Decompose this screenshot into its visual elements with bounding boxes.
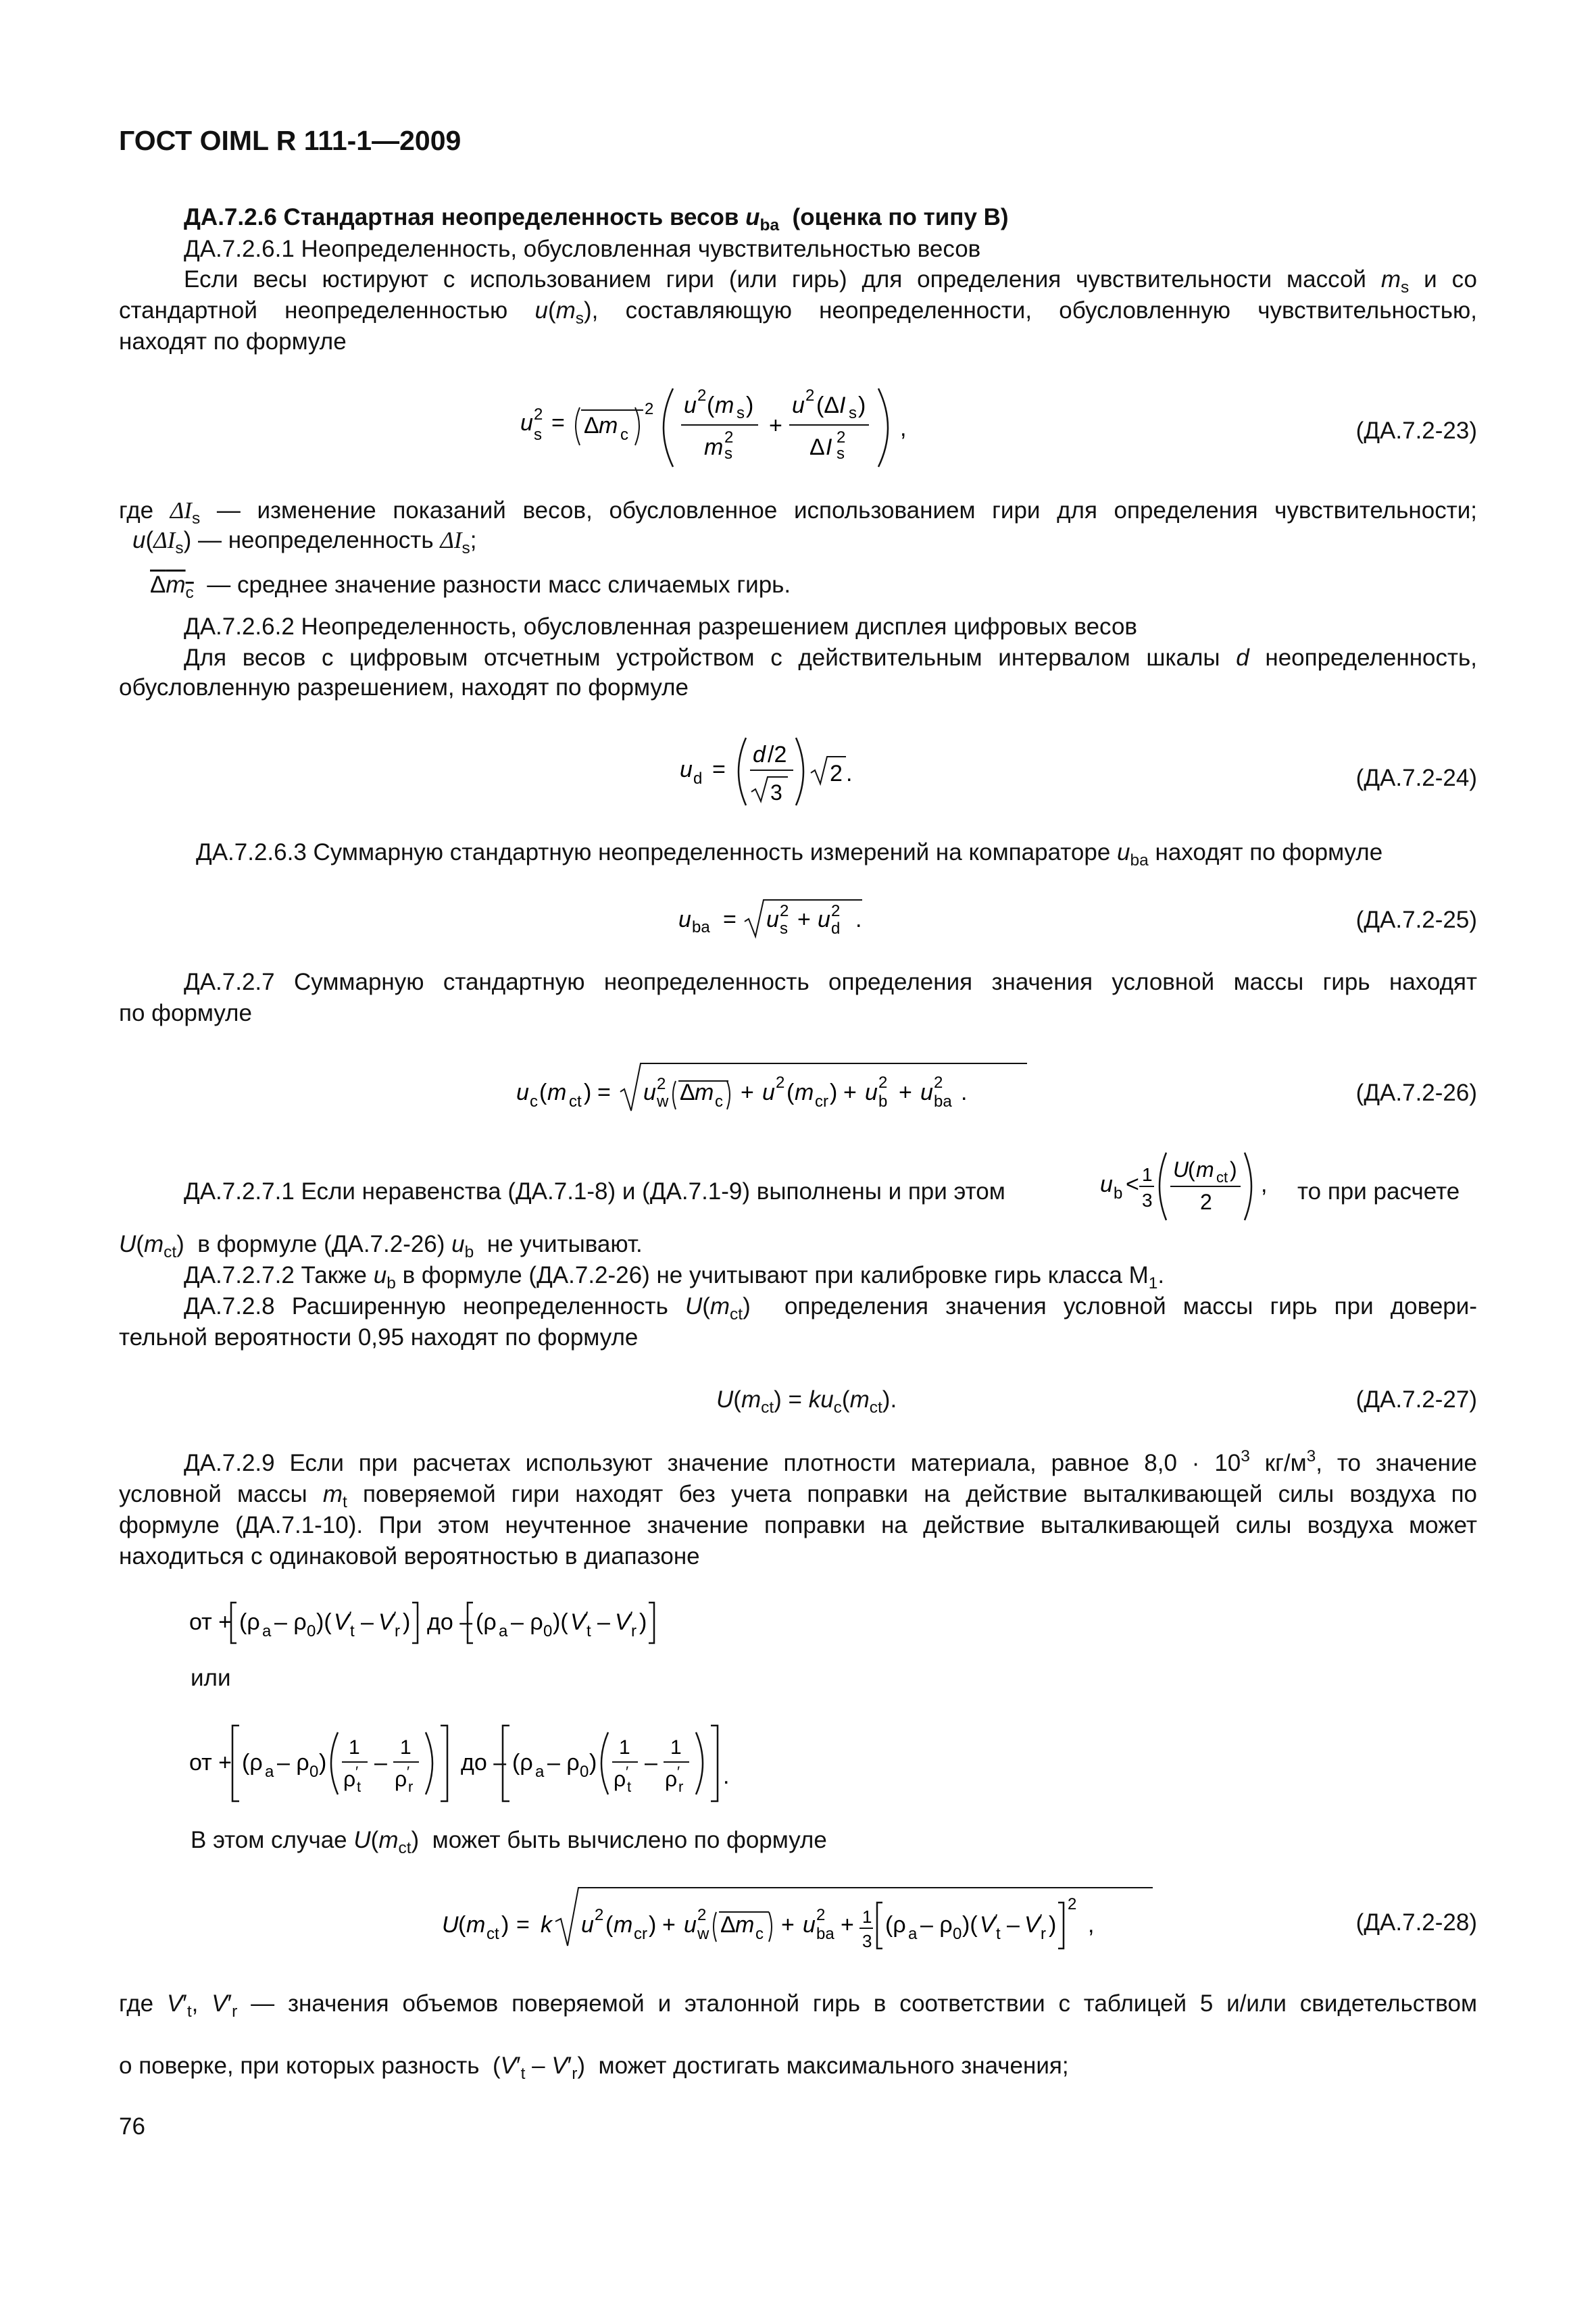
svg-text:): ) (1230, 1157, 1237, 1182)
svg-text:V: V (334, 1609, 349, 1635)
formula-7-2-23 (514, 375, 946, 480)
svg-text:+: + (781, 1912, 795, 1938)
svg-text:)(: )( (316, 1609, 332, 1635)
svg-text:Δ: Δ (680, 1080, 695, 1105)
equation-number-28: (ДА.7.2-28) (1355, 1909, 1477, 1936)
svg-text:u: u (792, 393, 805, 418)
paragraph-digital-line2: обусловленную разрешением, находят по формуле (119, 674, 689, 701)
svg-text:d: d (693, 770, 703, 788)
svg-text:+: + (843, 1080, 857, 1105)
equation-number-26: (ДА.7.2-26) (1355, 1080, 1477, 1106)
range-formula-1 (189, 1594, 730, 1652)
section-7-2-7-line2: по формуле (119, 1000, 252, 1026)
svg-text:′: ′ (626, 1763, 629, 1780)
svg-text:r: r (631, 1622, 637, 1640)
svg-text:2: 2 (1200, 1190, 1212, 1214)
svg-text:–: – (374, 1750, 387, 1776)
svg-text:– ρ: – ρ (274, 1609, 307, 1635)
svg-text:): ) (403, 1609, 411, 1635)
svg-text:u: u (643, 1080, 656, 1105)
svg-text:1: 1 (862, 1907, 872, 1927)
or-label: или (191, 1665, 231, 1691)
svg-text:u: u (766, 907, 779, 932)
svg-text:′: ′ (393, 1609, 397, 1627)
svg-text:(ρ: (ρ (239, 1609, 260, 1635)
svg-text:–: – (597, 1609, 610, 1635)
svg-text:(ρ: (ρ (885, 1912, 906, 1938)
svg-text:<: < (1126, 1172, 1139, 1197)
section-7-2-7-line1: ДА.7.2.7 Суммарную стандартную неопределенность определения значения условной массы гирь находят (184, 969, 1477, 995)
section-7-2-9-line2: условной массы $m_t$ поверяемой гири находят без учета поправки на действие выталкивающей силы воздуха по (119, 1481, 1477, 1511)
svg-text:c: c (620, 426, 628, 444)
svg-text:′: ′ (995, 1911, 998, 1930)
svg-text:(: ( (605, 1912, 614, 1938)
svg-text:=: = (597, 1080, 611, 1105)
svg-text:ρ: ρ (665, 1767, 678, 1791)
svg-text:до –: до – (461, 1750, 507, 1776)
svg-text:+: + (899, 1080, 912, 1105)
svg-text:c: c (530, 1092, 538, 1111)
svg-text:–: – (645, 1750, 657, 1776)
svg-text:3: 3 (770, 780, 782, 805)
svg-text:u: u (1100, 1172, 1113, 1197)
svg-text:V: V (980, 1912, 995, 1938)
svg-text:d: d (753, 742, 766, 768)
svg-text:ct: ct (569, 1092, 582, 1111)
svg-text:′: ′ (677, 1763, 680, 1780)
svg-text:′: ′ (630, 1609, 633, 1627)
svg-text:′: ′ (407, 1763, 410, 1780)
svg-text:u: u (818, 907, 830, 932)
svg-text:ba: ba (816, 1925, 834, 1943)
svg-text:2: 2 (595, 1906, 604, 1924)
svg-text:a: a (535, 1763, 545, 1781)
svg-text:(Δ: (Δ (816, 393, 840, 418)
svg-text:m: m (735, 1912, 755, 1938)
equation-number-25: (ДА.7.2-25) (1355, 907, 1477, 933)
svg-text:r: r (678, 1778, 684, 1795)
where-delta-is: где $\Delta I_s$ — изменение показаний весов, обусловленное использованием гири для определения чувствительности; (119, 497, 1477, 528)
svg-text:m: m (715, 393, 734, 418)
svg-text:– ρ: – ρ (547, 1750, 580, 1776)
svg-text:V: V (378, 1609, 394, 1635)
svg-text:0: 0 (580, 1763, 589, 1781)
svg-text:2: 2 (934, 1074, 943, 1092)
svg-text:u: u (865, 1080, 878, 1105)
range-to-label: до – (427, 1609, 473, 1635)
svg-text:c: c (715, 1092, 723, 1111)
svg-text:2: 2 (878, 1074, 888, 1092)
svg-text:s: s (534, 426, 542, 444)
svg-text:Δ: Δ (584, 413, 599, 438)
svg-text:ct: ct (1216, 1169, 1228, 1186)
equation-number-23: (ДА.7.2-23) (1355, 418, 1477, 444)
svg-text:(: ( (458, 1912, 466, 1938)
formula-7-2-26 (514, 1054, 1041, 1125)
svg-text:′: ′ (1039, 1911, 1043, 1930)
svg-text:(: ( (787, 1080, 795, 1105)
svg-text:от +: от + (189, 1750, 232, 1776)
document-header: ГОСТ OIML R 111-1—2009 (119, 125, 462, 156)
svg-text:(: ( (707, 393, 715, 418)
case-line: В этом случае $U(m_{ct})$ может быть вычислено по формуле (191, 1827, 827, 1857)
section-7-2-9-line4: находиться с одинаковой вероятностью в диапазоне (119, 1543, 700, 1569)
svg-text:m: m (547, 1080, 567, 1105)
svg-text:m: m (614, 1912, 633, 1938)
svg-text:a: a (908, 1925, 918, 1943)
svg-text:.: . (846, 761, 853, 786)
svg-text:t: t (587, 1622, 591, 1640)
section-7-2-6-1: ДА.7.2.6.1 Неопределенность, обусловленная чувствительностью весов (184, 236, 981, 262)
svg-text:V: V (1024, 1912, 1040, 1938)
svg-text:1: 1 (400, 1736, 412, 1759)
svg-text:t: t (357, 1778, 361, 1795)
paragraph-sensitivity-line3: находят по формуле (119, 328, 347, 355)
svg-text:2: 2 (724, 428, 734, 447)
section-7-2-7-1: ДА.7.2.7.1 Если неравенства (ДА.7.1-8) и (ДА.7.1-9) выполнены и при этом (184, 1178, 1005, 1205)
svg-text:I: I (839, 393, 846, 418)
svg-text:cr: cr (815, 1092, 828, 1111)
svg-text:ρ: ρ (343, 1767, 356, 1791)
svg-text:m: m (704, 434, 724, 460)
svg-text:): ) (589, 1750, 597, 1776)
section-7-2-9-line1: ДА.7.2.9 Если при расчетах используют значение плотности материала, равное $8,0 \cdot 10^3$ $кг/м^3$, то значение (184, 1447, 1477, 1476)
svg-text:r: r (395, 1622, 400, 1640)
svg-text:m: m (795, 1080, 814, 1105)
svg-text:U: U (442, 1912, 459, 1938)
svg-text:Δ: Δ (720, 1912, 736, 1938)
svg-text:.: . (855, 907, 862, 932)
svg-text:): ) (639, 1609, 647, 1635)
svg-text:m: m (695, 1080, 714, 1105)
formula-7-2-24 (673, 730, 876, 821)
svg-text:,: , (900, 416, 907, 441)
svg-text:d: d (831, 920, 841, 938)
svg-text:V: V (615, 1609, 630, 1635)
svg-text:1: 1 (1142, 1164, 1153, 1185)
svg-text:w: w (697, 1925, 709, 1943)
svg-text:2: 2 (697, 1906, 707, 1924)
svg-text:′: ′ (349, 1609, 352, 1627)
svg-text:V: V (570, 1609, 586, 1635)
svg-text:=: = (712, 757, 726, 782)
svg-text:2: 2 (837, 428, 846, 447)
svg-text:=: = (516, 1912, 530, 1938)
svg-text:=: = (551, 410, 565, 436)
svg-text:): ) (830, 1080, 838, 1105)
svg-text:s: s (724, 445, 732, 463)
svg-text:2: 2 (645, 400, 654, 418)
equation-number-27: (ДА.7.2-27) (1355, 1386, 1477, 1413)
svg-text:+: + (797, 907, 811, 932)
svg-text:3: 3 (862, 1931, 872, 1951)
range-formula-2 (189, 1716, 797, 1814)
section-7-2-6-2: ДА.7.2.6.2 Неопределенность, обусловленная разрешением дисплея цифровых весов (184, 613, 1138, 640)
svg-text:ρ: ρ (395, 1767, 407, 1791)
svg-text:): ) (501, 1912, 509, 1938)
svg-text:ba: ba (934, 1092, 952, 1111)
svg-text:– ρ: – ρ (277, 1750, 309, 1776)
svg-text:ρ: ρ (614, 1767, 626, 1791)
svg-text:2: 2 (780, 902, 789, 920)
svg-text:): ) (1049, 1912, 1057, 1938)
svg-text:′: ′ (355, 1763, 359, 1780)
svg-text:a: a (499, 1622, 508, 1640)
svg-text:+: + (841, 1912, 854, 1938)
svg-text:): ) (858, 393, 866, 418)
where-u-delta-is: $u(\Delta I_s)$ — неопределенность $\Delta I_s$; (132, 527, 477, 557)
svg-text:2: 2 (831, 902, 841, 920)
svg-text:I: I (826, 434, 832, 460)
svg-text:cr: cr (634, 1925, 647, 1943)
svg-text:u: u (678, 907, 691, 932)
formula-7-2-28 (439, 1878, 1182, 1963)
equation-number-24: (ДА.7.2-24) (1355, 765, 1477, 791)
svg-text:– ρ: – ρ (511, 1609, 543, 1635)
svg-text:r: r (408, 1778, 414, 1795)
svg-text:c: c (755, 1925, 764, 1943)
svg-text:(ρ: (ρ (476, 1609, 497, 1635)
svg-text:– ρ: – ρ (920, 1912, 953, 1938)
svg-text:s: s (837, 445, 845, 463)
formula-7-2-27: $U(m_{ct}) = ku_c(m_{ct})$. (716, 1386, 897, 1417)
formula-7-2-25 (676, 889, 892, 947)
svg-text:s: s (849, 404, 857, 422)
svg-text:s: s (737, 404, 745, 422)
svg-text:1: 1 (349, 1736, 360, 1759)
svg-text:k: k (541, 1912, 552, 1938)
svg-text:0: 0 (953, 1925, 962, 1943)
section-7-2-8-line2: тельной вероятности 0,95 находят по формуле (119, 1324, 639, 1351)
svg-text:(ρ: (ρ (512, 1750, 533, 1776)
svg-text:ba: ba (692, 918, 710, 936)
svg-text:3: 3 (1142, 1190, 1153, 1211)
range-from-label: от + (189, 1609, 232, 1635)
svg-text:w: w (657, 1092, 669, 1111)
svg-text:ct: ct (487, 1925, 499, 1943)
svg-text:a: a (262, 1622, 272, 1640)
svg-text:): ) (746, 393, 754, 418)
paragraph-sensitivity-line2: стандартной неопределенностью $u(m_s)$, составляющую неопределенности, обусловленную чувствительностью, (119, 297, 1477, 328)
svg-text:2: 2 (697, 386, 707, 405)
svg-text:2: 2 (830, 761, 843, 786)
section-7-2-7-1-end: то при расчете (1297, 1178, 1460, 1205)
svg-text:,: , (1088, 1912, 1095, 1938)
svg-text:.: . (723, 1763, 730, 1789)
svg-text:m: m (466, 1912, 486, 1938)
section-7-2-9-line3: формуле (ДА.7.1-10). При этом неучтенное значение поправки на действие выталкивающей силы воздуха может (119, 1512, 1477, 1538)
svg-text:–: – (1007, 1912, 1020, 1938)
where-volumes-line2: о поверке, при которых разность $(V'_t - V'_r)$ может достигать максимального значения; (119, 2053, 1069, 2083)
svg-text:b: b (1114, 1184, 1123, 1203)
svg-text:2: 2 (776, 1074, 785, 1092)
paragraph-digital-line1: Для весов с цифровым отсчетным устройством с действительным интервалом шкалы d неопределенность, (184, 645, 1477, 671)
page-number: 76 (119, 2113, 145, 2140)
where-delta-mc: $\Delta m_c$ — среднее значение разности масс сличаемых гирь. (150, 572, 791, 602)
paragraph-sensitivity-line1: Если весы юстируют с использованием гири (или гирь) для определения чувствительности массой $m_s$ и со (184, 266, 1477, 297)
svg-text:.: . (961, 1080, 968, 1105)
svg-text:u: u (680, 757, 693, 782)
svg-text:u: u (762, 1080, 775, 1105)
svg-text:2: 2 (805, 386, 815, 405)
svg-text:Δ: Δ (809, 434, 825, 460)
svg-text:′: ′ (585, 1609, 589, 1627)
svg-text:m: m (1196, 1157, 1214, 1182)
svg-text:u: u (684, 1912, 697, 1938)
inequality-ub (1095, 1142, 1304, 1233)
svg-text:m: m (599, 413, 618, 438)
svg-text:U: U (1173, 1157, 1189, 1182)
svg-text:/2: /2 (768, 742, 787, 768)
svg-text:2: 2 (657, 1075, 666, 1093)
svg-text:0: 0 (307, 1622, 316, 1640)
svg-text:)(: )( (962, 1912, 978, 1938)
svg-text:t: t (350, 1622, 355, 1640)
svg-text:t: t (627, 1778, 632, 1795)
svg-text:t: t (996, 1925, 1001, 1943)
svg-text:u: u (684, 393, 697, 418)
svg-text:+: + (769, 413, 782, 438)
svg-text:u: u (920, 1080, 933, 1105)
svg-text:+: + (741, 1080, 754, 1105)
section-7-2-7-1-line2: $U(m_{ct})$ в формуле (ДА.7.2-26) $u_b$ не учитывают. (119, 1231, 643, 1261)
svg-text:b: b (878, 1092, 888, 1111)
svg-text:2: 2 (534, 405, 543, 424)
svg-text:=: = (723, 907, 737, 932)
svg-text:): ) (319, 1750, 327, 1776)
svg-text:0: 0 (309, 1763, 319, 1781)
svg-text:+: + (662, 1912, 676, 1938)
svg-text:(: ( (539, 1080, 547, 1105)
svg-text:u: u (520, 410, 533, 436)
svg-text:): ) (584, 1080, 592, 1105)
where-volumes: где $V'_t$, $V'_r$ — значения объемов поверяемой и эталонной гирь в соответствии с таблицей 5 и/или свидетельством (119, 1990, 1478, 2021)
svg-text:1: 1 (670, 1736, 682, 1759)
section-7-2-8-line1: ДА.7.2.8 Расширенную неопределенность $U(m_{ct})$ определения значения условной массы гирь при довери- (184, 1293, 1477, 1324)
svg-text:2: 2 (1068, 1895, 1077, 1913)
svg-text:u: u (581, 1912, 594, 1938)
svg-text:(: ( (1188, 1157, 1195, 1182)
svg-text:,: , (1261, 1172, 1268, 1197)
svg-text:s: s (780, 920, 788, 938)
svg-text:(ρ: (ρ (242, 1750, 263, 1776)
svg-text:u: u (516, 1080, 529, 1105)
section-7-2-7-2: ДА.7.2.7.2 Также $u_b$ в формуле (ДА.7.2-26) не учитывают при калибровке гирь класса $M_1$. (184, 1262, 1165, 1292)
svg-text:1: 1 (619, 1736, 630, 1759)
svg-text:)(: )( (553, 1609, 568, 1635)
section-title-7-2-6: ДА.7.2.6 Стандартная неопределенность весов $u_{ba}$ (оценка по типу В) (184, 204, 1009, 234)
svg-text:a: a (265, 1763, 274, 1781)
svg-text:u: u (803, 1912, 816, 1938)
svg-text:2: 2 (816, 1906, 826, 1924)
svg-text:0: 0 (543, 1622, 553, 1640)
svg-text:): ) (649, 1912, 657, 1938)
svg-text:–: – (361, 1609, 374, 1635)
svg-text:r: r (1041, 1925, 1046, 1943)
section-7-2-6-3: ДА.7.2.6.3 Суммарную стандартную неопределенность измерений на компараторе $u_{ba}$ находят по формуле (196, 839, 1383, 870)
